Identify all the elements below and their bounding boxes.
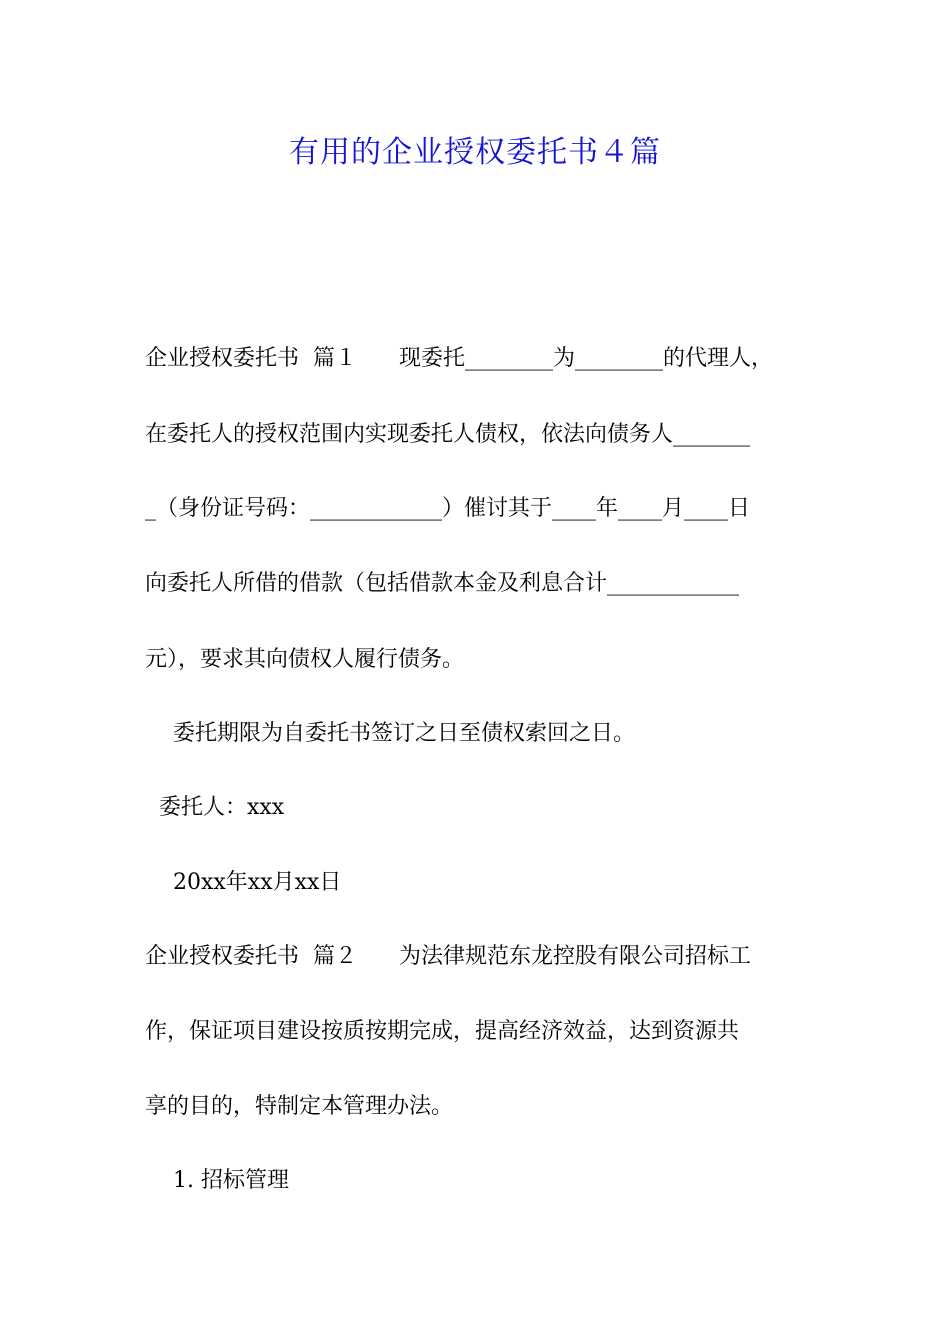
- paragraph-line: 委托期限为自委托书签订之日至债权索回之日。: [145, 721, 635, 746]
- paragraph-line: _（身份证号码：____________）催讨其于____年____月____日: [145, 496, 751, 521]
- signature-line: 委托人：xxx: [145, 795, 285, 820]
- paragraph-line: 企业授权委托书 篇１ 现委托________为________的代理人，: [145, 346, 773, 371]
- paragraph-line: 享的目的，特制定本管理办法。: [145, 1094, 454, 1119]
- paragraph-line: 向委托人所借的借款（包括借款本金及利息合计____________: [145, 571, 740, 596]
- paragraph-line: 元），要求其向债权人履行债务。: [145, 647, 465, 672]
- section-heading: 1. 招标管理: [145, 1168, 289, 1193]
- document-title: 有用的企业授权委托书４篇: [289, 135, 661, 170]
- paragraph-line: 在委托人的授权范围内实现委托人债权，依法向债务人_______: [145, 422, 751, 447]
- paragraph-line: 企业授权委托书 篇２ 为法律规范东龙控股有限公司招标工: [145, 944, 751, 969]
- paragraph-line: 作，保证项目建设按质按期完成，提高经济效益，达到资源共: [145, 1019, 740, 1044]
- date-line: 20xx年xx月xx日: [145, 870, 342, 895]
